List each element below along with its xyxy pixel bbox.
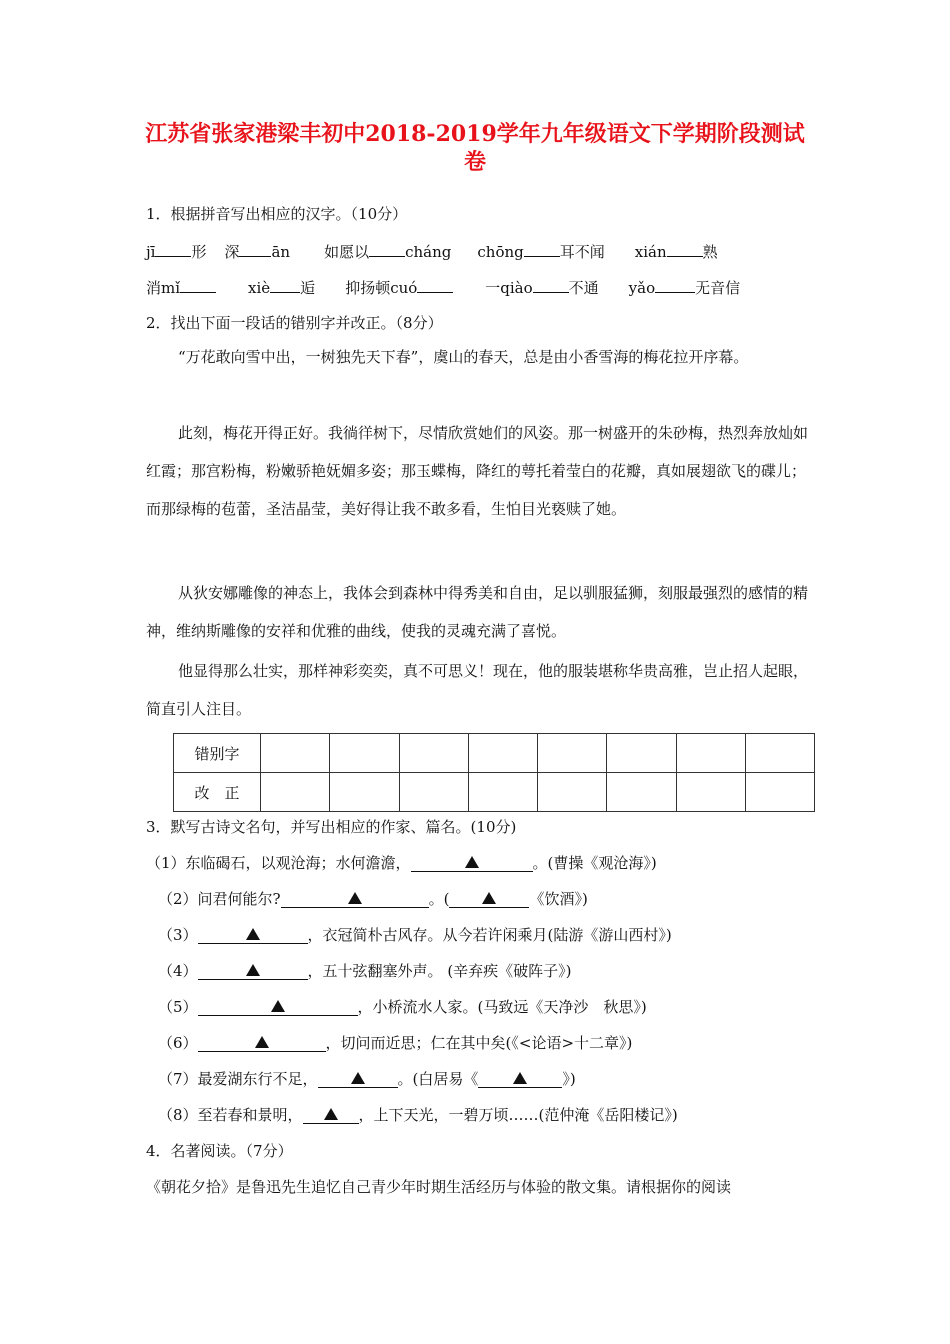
answer-blank[interactable] <box>198 927 308 944</box>
item-text: （3） <box>158 926 198 944</box>
hanzi: 逅 <box>300 279 316 297</box>
q3-heading: 3．默写古诗文名句，并写出相应的作家、篇名。(10分) <box>146 818 517 836</box>
table-cell[interactable] <box>607 773 676 812</box>
pinyin: xián <box>634 243 667 261</box>
page-title: 江苏省张家港梁丰初中2018-2019学年九年级语文下学期阶段测试卷 <box>145 121 805 175</box>
paragraph-text: 他显得那么壮实，那样神彩奕奕，真不可思义！现在，他的服装堪称华贵高雅，岂止招人起眼，简直引人注目。 <box>146 662 809 718</box>
table-cell[interactable] <box>468 734 537 773</box>
item-text: （7）最爱湖东行不足， <box>158 1070 318 1088</box>
triangle-icon <box>351 1072 365 1084</box>
answer-blank[interactable] <box>524 240 560 257</box>
triangle-icon <box>255 1036 269 1048</box>
q3-item-3 <box>158 924 672 945</box>
pinyin: jī <box>146 243 156 261</box>
q2-paragraph-1 <box>146 338 816 376</box>
table-cell[interactable] <box>607 734 676 773</box>
answer-blank[interactable] <box>369 240 405 257</box>
pinyin: cháng <box>405 243 452 261</box>
q3-item-4 <box>158 960 572 981</box>
pinyin: chōng <box>477 243 524 261</box>
answer-blank[interactable] <box>303 1107 359 1124</box>
q3-item-5 <box>158 996 647 1017</box>
table-cell[interactable] <box>261 734 330 773</box>
item-text: ，切问而近思；仁在其中矣(《<论语>十二章》) <box>325 1034 633 1052</box>
pinyin: ān <box>271 243 291 261</box>
item-text: （4） <box>158 962 198 980</box>
triangle-icon <box>271 1000 285 1012</box>
hanzi: 无音信 <box>695 279 741 297</box>
answer-blank[interactable] <box>155 240 191 257</box>
q4-heading: 4．名著阅读。（7分） <box>146 1142 293 1160</box>
answer-blank[interactable] <box>180 276 216 293</box>
item-text: ，五十弦翻塞外声。 (辛弃疾《破阵子》) <box>307 962 572 980</box>
table-cell[interactable] <box>468 773 537 812</box>
hanzi: 如愿以 <box>324 243 370 261</box>
answer-blank[interactable] <box>533 276 569 293</box>
q2-paragraph-4 <box>146 652 816 728</box>
item-text: 》) <box>562 1070 576 1088</box>
table-row <box>174 773 815 812</box>
q3-item-6 <box>158 1032 632 1053</box>
triangle-icon <box>348 892 362 904</box>
q1-row1 <box>146 240 718 262</box>
hanzi: 耳不闻 <box>559 243 605 261</box>
triangle-icon <box>482 892 496 904</box>
table-cell[interactable] <box>399 773 468 812</box>
answer-blank[interactable] <box>478 1071 562 1088</box>
answer-blank[interactable] <box>449 891 529 908</box>
paragraph-text: 从狄安娜雕像的神态上，我体会到森林中得秀美和自由，足以驯服猛狮，刻服最强烈的感情的精神，维纳斯雕像的安祥和优雅的曲线，使我的灵魂充满了喜悦。 <box>146 584 809 640</box>
item-text: （8）至若春和景明， <box>158 1106 303 1124</box>
hanzi: 形 <box>191 243 207 261</box>
row-header-correct: 改 正 <box>174 773 261 812</box>
answer-blank[interactable] <box>270 276 300 293</box>
triangle-icon <box>246 964 260 976</box>
paragraph-text: 此刻，梅花开得正好。我徜徉树下，尽情欣赏她们的风姿。那一树盛开的朱砂梅，热烈奔放灿如红霞；那宫粉梅，粉嫩骄艳妩媚多姿；那玉蝶梅，降红的萼托着莹白的花瓣，真如展翅欲飞的碟儿；而那绿梅的苞蕾，圣洁晶莹，美好得让我不敢多看，生怕目光亵赎了她。 <box>146 424 809 518</box>
item-text: 。( <box>428 890 450 908</box>
item-text: ，上下天光，一碧万顷……(范仲淹《岳阳楼记》) <box>358 1106 678 1124</box>
q1-heading: 1．根据拼音写出相应的汉字。（10分） <box>146 205 408 223</box>
item-text: （6） <box>158 1034 198 1052</box>
answer-blank[interactable] <box>411 855 533 872</box>
item-text: （1）东临碣石，以观沧海；水何澹澹， <box>146 854 411 872</box>
item-text: 《饮酒》) <box>529 890 588 908</box>
q3-item-2 <box>158 888 588 909</box>
answer-blank[interactable] <box>198 963 308 980</box>
table-row <box>174 734 815 773</box>
triangle-icon <box>465 856 479 868</box>
table-cell[interactable] <box>330 773 399 812</box>
table-cell[interactable] <box>745 773 814 812</box>
hanzi: 深 <box>224 243 240 261</box>
answer-blank[interactable] <box>198 1035 326 1052</box>
pinyin: 抑扬顿cuó <box>345 279 418 297</box>
table-cell[interactable] <box>261 773 330 812</box>
answer-blank[interactable] <box>417 276 453 293</box>
hanzi: 熟 <box>702 243 718 261</box>
answer-blank[interactable] <box>281 891 429 908</box>
item-text: 。(白居易《 <box>397 1070 479 1088</box>
correction-table <box>173 733 815 812</box>
answer-blank[interactable] <box>655 276 695 293</box>
answer-blank[interactable] <box>239 240 271 257</box>
row-header-wrong: 错别字 <box>174 734 261 773</box>
q2-paragraph-3 <box>146 574 816 650</box>
q1-row2 <box>146 276 740 298</box>
table-cell[interactable] <box>538 734 607 773</box>
pinyin: yǎo <box>628 279 656 297</box>
answer-blank[interactable] <box>318 1071 398 1088</box>
paragraph-text: “万花敢向雪中出，一树独先天下春”，虞山的春天，总是由小香雪海的梅花拉开序幕。 <box>178 348 749 366</box>
table-cell[interactable] <box>399 734 468 773</box>
q3-item-1 <box>146 852 657 873</box>
item-text: （5） <box>158 998 198 1016</box>
item-text: （2）问君何能尔? <box>158 890 281 908</box>
item-text: 。(曹操《观沧海》) <box>532 854 657 872</box>
q2-paragraph-2 <box>146 414 816 528</box>
hanzi: 不通 <box>568 279 599 297</box>
q3-item-7 <box>158 1068 576 1089</box>
q3-item-8 <box>158 1104 678 1125</box>
table-cell[interactable] <box>330 734 399 773</box>
pinyin: xiè <box>248 279 271 297</box>
item-text: ，小桥流水人家。(马致远《天净沙 秋思》) <box>357 998 647 1016</box>
q4-text: 《朝花夕拾》是鲁迅先生追忆自己青少年时期生活经历与体验的散文集。请根据你的阅读 <box>146 1178 732 1196</box>
triangle-icon <box>513 1072 527 1084</box>
table-cell[interactable] <box>745 734 814 773</box>
q2-heading: 2．找出下面一段话的错别字并改正。（8分） <box>146 314 443 332</box>
answer-blank[interactable] <box>198 999 358 1016</box>
triangle-icon <box>246 928 260 940</box>
pinyin: 一qiào <box>485 279 533 297</box>
answer-blank[interactable] <box>667 240 703 257</box>
triangle-icon <box>324 1108 338 1120</box>
table-cell[interactable] <box>538 773 607 812</box>
item-text: ，衣冠简朴古风存。从今若许闲乘月(陆游《游山西村》) <box>307 926 672 944</box>
table-cell[interactable] <box>676 773 745 812</box>
pinyin: 消mǐ <box>146 279 181 297</box>
table-cell[interactable] <box>676 734 745 773</box>
